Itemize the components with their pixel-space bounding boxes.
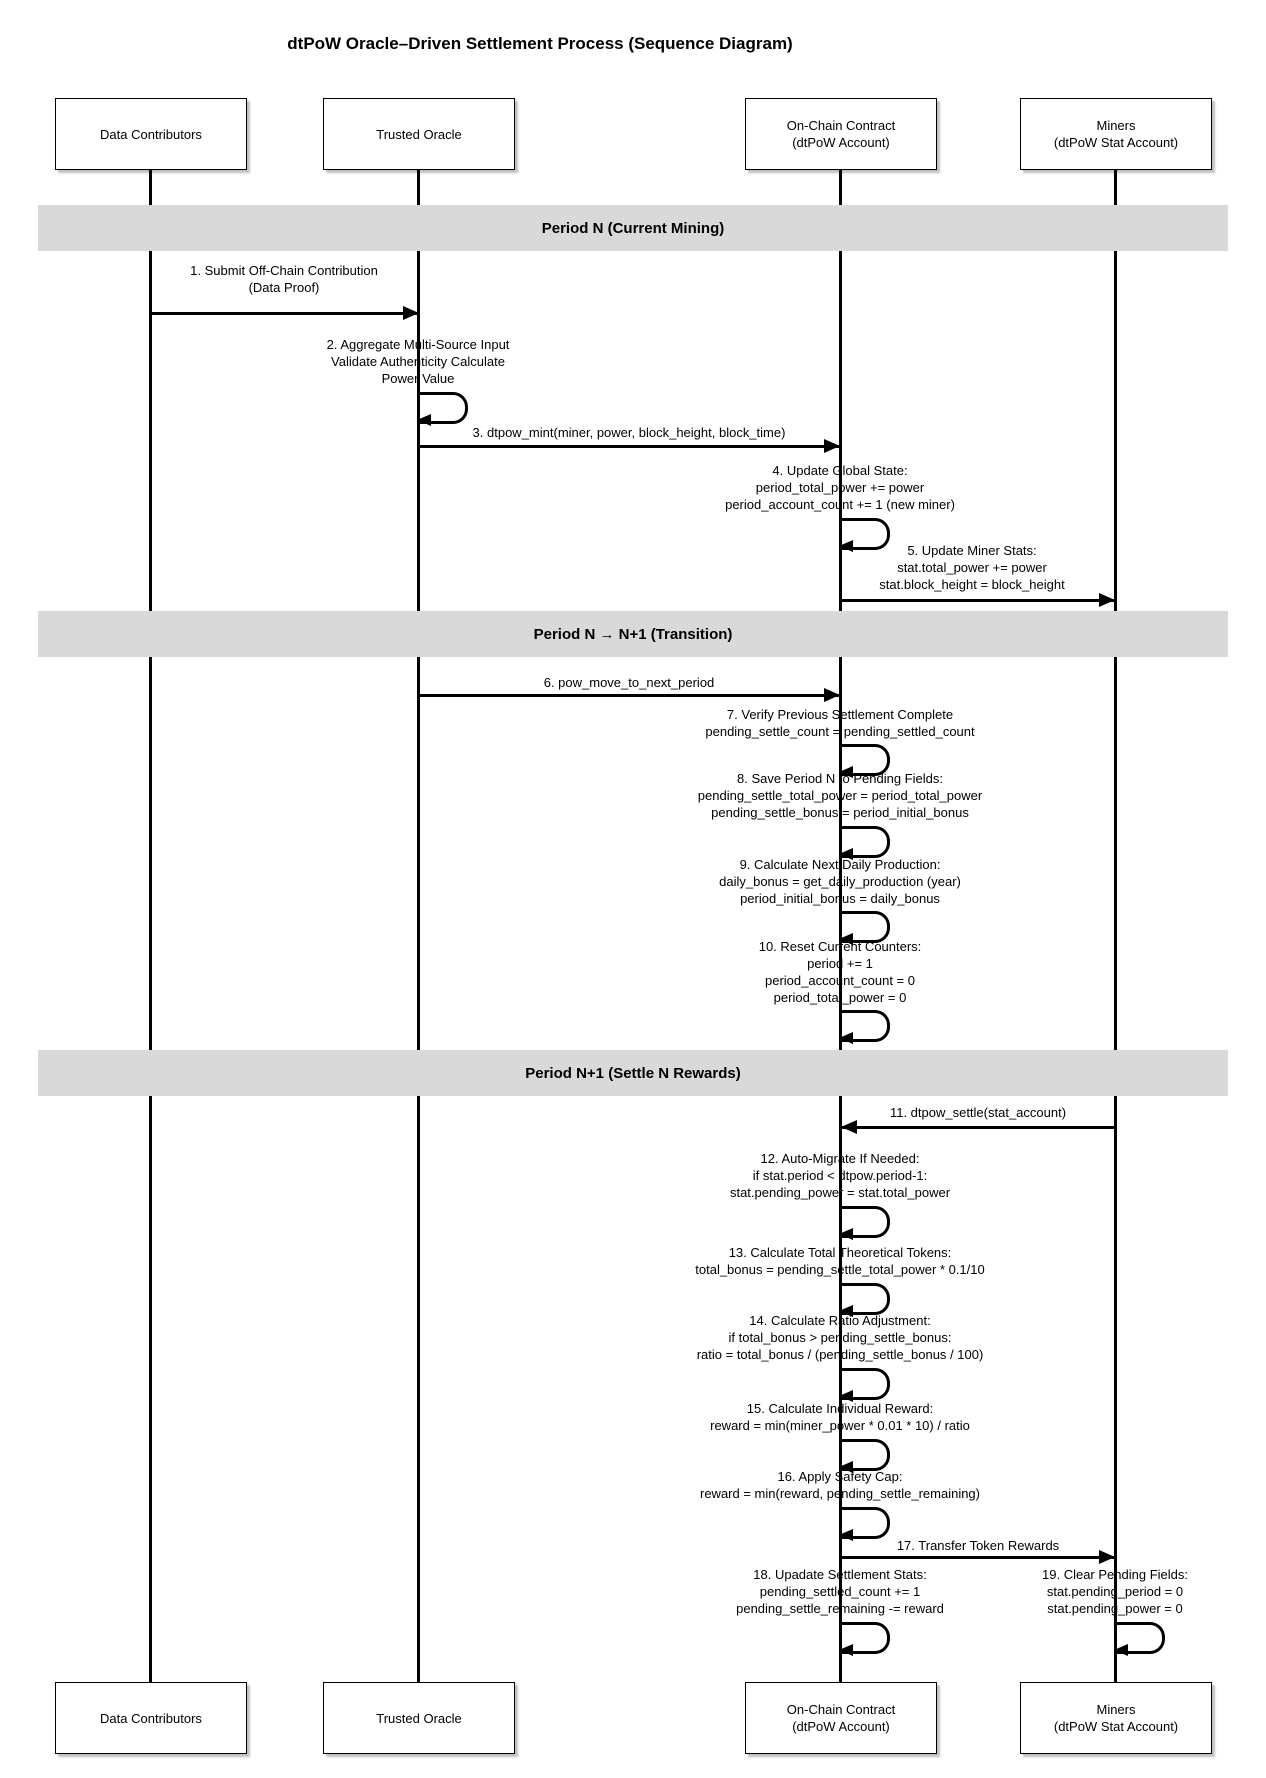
message-2-line: Power Value	[381, 371, 455, 386]
message-5-label	[879, 542, 1064, 593]
message-8-self-loop	[841, 826, 890, 858]
band-settle-title: Period N+1 (Settle N Rewards)	[525, 1064, 741, 1082]
message-6-line: 6. pow_move_to_next_period	[543, 675, 715, 690]
message-4-line: 4. Update Global State:	[772, 463, 908, 478]
message-10-line: period += 1	[807, 956, 873, 971]
message-14-line: 14. Calculate Ratio Adjustment:	[749, 1313, 931, 1328]
message-10-line: period_account_count = 0	[765, 973, 915, 988]
message-5-line: stat.block_height = block_height	[879, 577, 1065, 592]
actor-label: Data Contributors	[100, 1710, 202, 1726]
actor-top-data-contributors	[55, 98, 247, 170]
message-3-arrow	[419, 445, 840, 448]
actor-label: Trusted Oracle	[376, 1710, 462, 1726]
message-18-self-loop	[841, 1622, 890, 1654]
message-8-line: pending_settle_total_power = period_total_power	[697, 788, 983, 803]
band-transition-title: Period N → N+1 (Transition)	[533, 625, 733, 643]
message-18-line: 18. Upadate Settlement Stats:	[753, 1567, 927, 1582]
actor-label: Data Contributors	[100, 126, 202, 142]
lifeline-miners	[1114, 170, 1117, 1682]
band-settle	[38, 1050, 1228, 1096]
message-4-line: period_total_power += power	[755, 480, 925, 495]
actor-sublabel: (dtPoW Account)	[792, 135, 890, 150]
message-3-line: 3. dtpow_mint(miner, power, block_height, block_time)	[472, 425, 786, 440]
actor-top-on-chain-contract	[745, 98, 937, 170]
message-12-line: 12. Auto-Migrate If Needed:	[760, 1151, 920, 1166]
message-19-line: stat.pending_power = 0	[1047, 1601, 1183, 1616]
message-16-self-loop	[841, 1507, 890, 1539]
message-18-label	[736, 1566, 944, 1617]
actor-top-miners	[1020, 98, 1212, 170]
message-7-line: pending_settle_count = pending_settled_count	[705, 724, 975, 739]
message-11-arrow	[841, 1126, 1115, 1129]
message-18-line: pending_settled_count += 1	[759, 1584, 921, 1599]
message-15-line: reward = min(miner_power * 0.01 * 10) / ratio	[710, 1418, 970, 1433]
message-13-line: total_bonus = pending_settle_total_power * 0.1/10	[695, 1262, 985, 1277]
message-1-label	[190, 262, 378, 296]
message-16-line: reward = min(reward, pending_settle_remaining)	[699, 1486, 981, 1501]
actor-bottom-data-contributors	[55, 1682, 247, 1754]
band-period-n	[38, 205, 1228, 251]
message-19-self-loop	[1116, 1622, 1165, 1654]
message-13-self-loop	[841, 1283, 890, 1315]
message-19-line: stat.pending_period = 0	[1046, 1584, 1184, 1599]
diagram-title: dtPoW Oracle–Driven Settlement Process (Sequence Diagram)	[287, 34, 793, 53]
message-17-arrow	[841, 1556, 1115, 1559]
message-5-line: stat.total_power += power	[897, 560, 1047, 575]
message-5-line: 5. Update Miner Stats:	[907, 543, 1037, 558]
message-11-line: 11. dtpow_settle(stat_account)	[889, 1105, 1067, 1120]
message-2-line: 2. Aggregate Multi-Source Input	[326, 337, 510, 352]
message-1-arrow	[151, 312, 419, 315]
message-1-line: (Data Proof)	[248, 280, 320, 295]
message-13-label	[695, 1244, 984, 1278]
message-10-label	[759, 938, 922, 1006]
message-9-line: 9. Calculate Next Daily Production:	[739, 857, 941, 872]
actor-sublabel: (dtPoW Stat Account)	[1053, 1719, 1179, 1734]
message-15-line: 15. Calculate Individual Reward:	[746, 1401, 934, 1416]
message-14-line: if total_bonus > pending_settle_bonus:	[728, 1330, 952, 1345]
message-15-label	[710, 1400, 970, 1434]
message-12-self-loop	[841, 1206, 890, 1238]
message-15-self-loop	[841, 1439, 890, 1471]
message-12-line: stat.pending_power = stat.total_power	[729, 1185, 951, 1200]
message-10-self-loop	[841, 1010, 890, 1042]
band-period-n-title: Period N (Current Mining)	[541, 219, 725, 237]
message-8-label	[698, 770, 982, 821]
actor-sublabel: (dtPoW Stat Account)	[1053, 135, 1179, 150]
message-8-line: 8. Save Period N to Pending Fields:	[737, 771, 943, 786]
message-2-line: Validate Authenticity Calculate	[331, 354, 505, 369]
message-10-line: 10. Reset Current Counters:	[758, 939, 922, 954]
actor-label: Trusted Oracle	[376, 126, 462, 142]
message-13-line: 13. Calculate Total Theoretical Tokens:	[728, 1245, 952, 1260]
actor-label: Miners	[1096, 118, 1136, 133]
message-4-label	[725, 462, 955, 513]
message-17-label	[897, 1537, 1059, 1554]
message-16-line: 16. Apply Safety Cap:	[777, 1469, 903, 1484]
message-9-label	[719, 856, 961, 907]
message-12-label	[730, 1150, 950, 1201]
message-5-arrow	[841, 599, 1115, 602]
actor-top-trusted-oracle	[323, 98, 515, 170]
message-1-line: 1. Submit Off-Chain Contribution	[190, 263, 378, 278]
actor-label: Miners	[1096, 1702, 1136, 1717]
message-18-line: pending_settle_remaining -= reward	[736, 1601, 944, 1616]
actor-bottom-trusted-oracle	[323, 1682, 515, 1754]
message-14-self-loop	[841, 1368, 890, 1400]
message-3-label	[473, 424, 786, 441]
message-6-arrow	[419, 694, 840, 697]
actor-bottom-on-chain-contract	[745, 1682, 937, 1754]
message-14-line: ratio = total_bonus / (pending_settle_bonus / 100)	[696, 1347, 984, 1362]
message-7-line: 7. Verify Previous Settlement Complete	[726, 707, 954, 722]
message-2-label	[327, 336, 510, 387]
message-11-label	[890, 1104, 1066, 1121]
message-2-self-loop	[419, 392, 468, 424]
lifeline-data-contributors	[149, 170, 152, 1682]
band-transition	[38, 611, 1228, 657]
message-9-line: period_initial_bonus = daily_bonus	[740, 891, 940, 906]
message-19-line: 19. Clear Pending Fields:	[1042, 1567, 1188, 1582]
message-14-label	[697, 1312, 984, 1363]
message-16-label	[700, 1468, 980, 1502]
message-7-label	[705, 706, 974, 740]
actor-bottom-miners	[1020, 1682, 1212, 1754]
actor-label: On-Chain Contract	[786, 1702, 896, 1717]
message-10-line: period_total_power = 0	[773, 990, 907, 1005]
message-8-line: pending_settle_bonus = period_initial_bonus	[711, 805, 969, 820]
message-9-line: daily_bonus = get_daily_production (year)	[719, 874, 961, 889]
actor-sublabel: (dtPoW Account)	[792, 1719, 890, 1734]
message-17-line: 17. Transfer Token Rewards	[896, 1538, 1060, 1553]
actor-label: On-Chain Contract	[786, 118, 896, 133]
message-4-line: period_account_count += 1 (new miner)	[725, 497, 955, 512]
message-12-line: if stat.period < dtpow.period-1:	[752, 1168, 928, 1183]
message-19-label	[1042, 1566, 1188, 1617]
message-6-label	[544, 674, 715, 691]
